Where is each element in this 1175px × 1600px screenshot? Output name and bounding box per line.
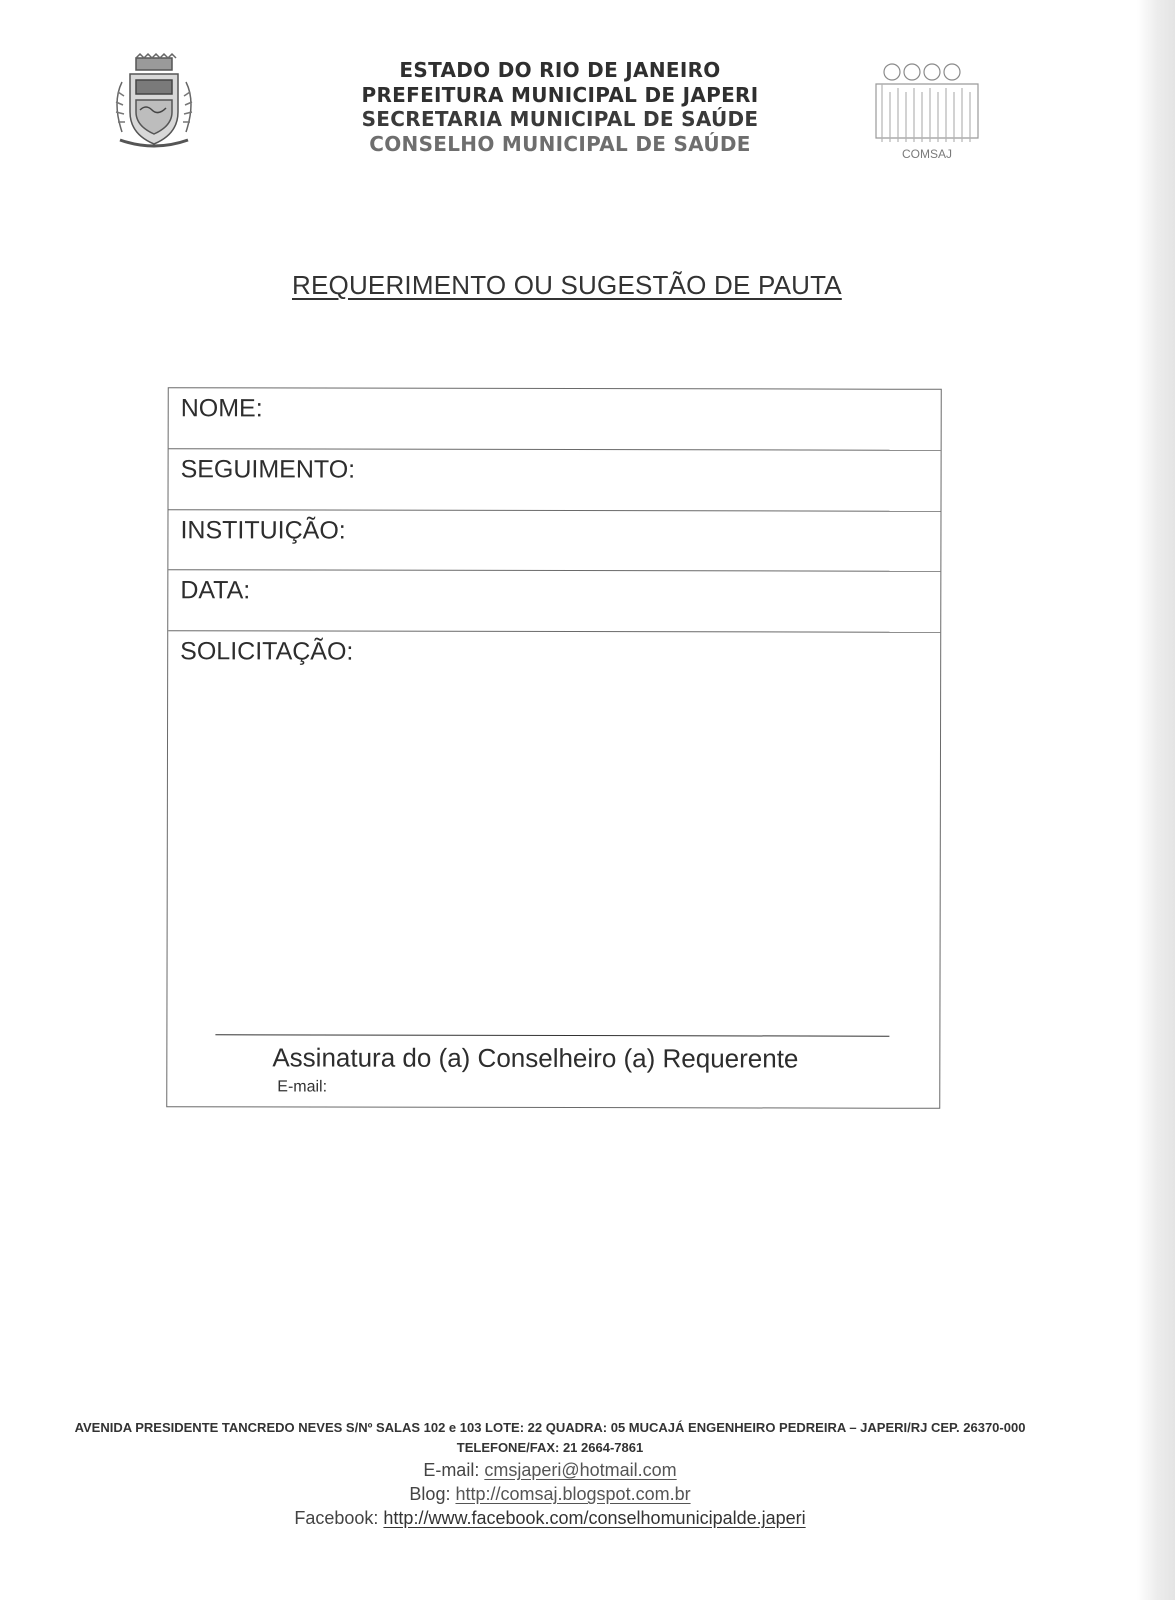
comsaj-logo — [872, 62, 982, 166]
field-instituicao[interactable] — [168, 510, 940, 572]
field-instituicao-label: INSTITUIÇÃO: — [180, 516, 346, 545]
header-prefecture: PREFEITURA MUNICIPAL DE JAPERI — [361, 83, 759, 107]
header-council: CONSELHO MUNICIPAL DE SAÚDE — [369, 132, 751, 156]
field-data[interactable] — [168, 570, 940, 633]
japeri-crest-emblem — [100, 52, 208, 156]
footer-facebook-link[interactable]: http://www.facebook.com/conselhomunicipalde.japeri — [383, 1508, 806, 1528]
footer-facebook-prefix: Facebook: — [294, 1508, 379, 1528]
footer-blog — [0, 1484, 1100, 1505]
footer-blog-prefix: Blog: — [409, 1484, 451, 1504]
signature-line — [215, 1034, 889, 1036]
footer-phone: TELEFONE/FAX: 21 2664-7861 — [456, 1440, 644, 1455]
field-seguimento[interactable] — [168, 449, 940, 512]
comsaj-logo-text: COMSAJ — [901, 147, 953, 161]
form-title: REQUERIMENTO OU SUGESTÃO DE PAUTA — [292, 270, 842, 300]
scan-edge-shadow — [1137, 0, 1175, 1600]
request-form — [166, 387, 942, 1109]
form-email-label: E-mail: — [277, 1078, 328, 1096]
footer-facebook — [0, 1508, 1100, 1529]
field-nome-label: NOME: — [180, 394, 263, 423]
field-solicitacao-label: SOLICITAÇÃO: — [180, 637, 354, 666]
footer-email-prefix: E-mail: — [423, 1460, 480, 1480]
header-secretariat: SECRETARIA MUNICIPAL DE SAÚDE — [361, 107, 759, 131]
footer-email-link[interactable]: cmsjaperi@hotmail.com — [484, 1460, 677, 1480]
footer-blog-link[interactable]: http://comsaj.blogspot.com.br — [455, 1484, 691, 1504]
field-solicitacao[interactable] — [167, 631, 940, 1033]
field-seguimento-label: SEGUIMENTO: — [180, 455, 356, 484]
signature-label: Assinatura do (a) Conselheiro (a) Requerente — [272, 1042, 799, 1074]
footer-address: AVENIDA PRESIDENTE TANCREDO NEVES S/Nº SALAS 102 e 103 LOTE: 22 QUADRA: 05 MUCAJÁ ENGENHEIRO PEDREIRA – JAPERI/RJ CEP. 26370-000 — [74, 1420, 1026, 1435]
footer-email — [0, 1460, 1100, 1481]
field-data-label: DATA: — [180, 576, 251, 605]
header-state: ESTADO DO RIO DE JANEIRO — [399, 58, 721, 82]
field-nome[interactable] — [169, 388, 941, 451]
